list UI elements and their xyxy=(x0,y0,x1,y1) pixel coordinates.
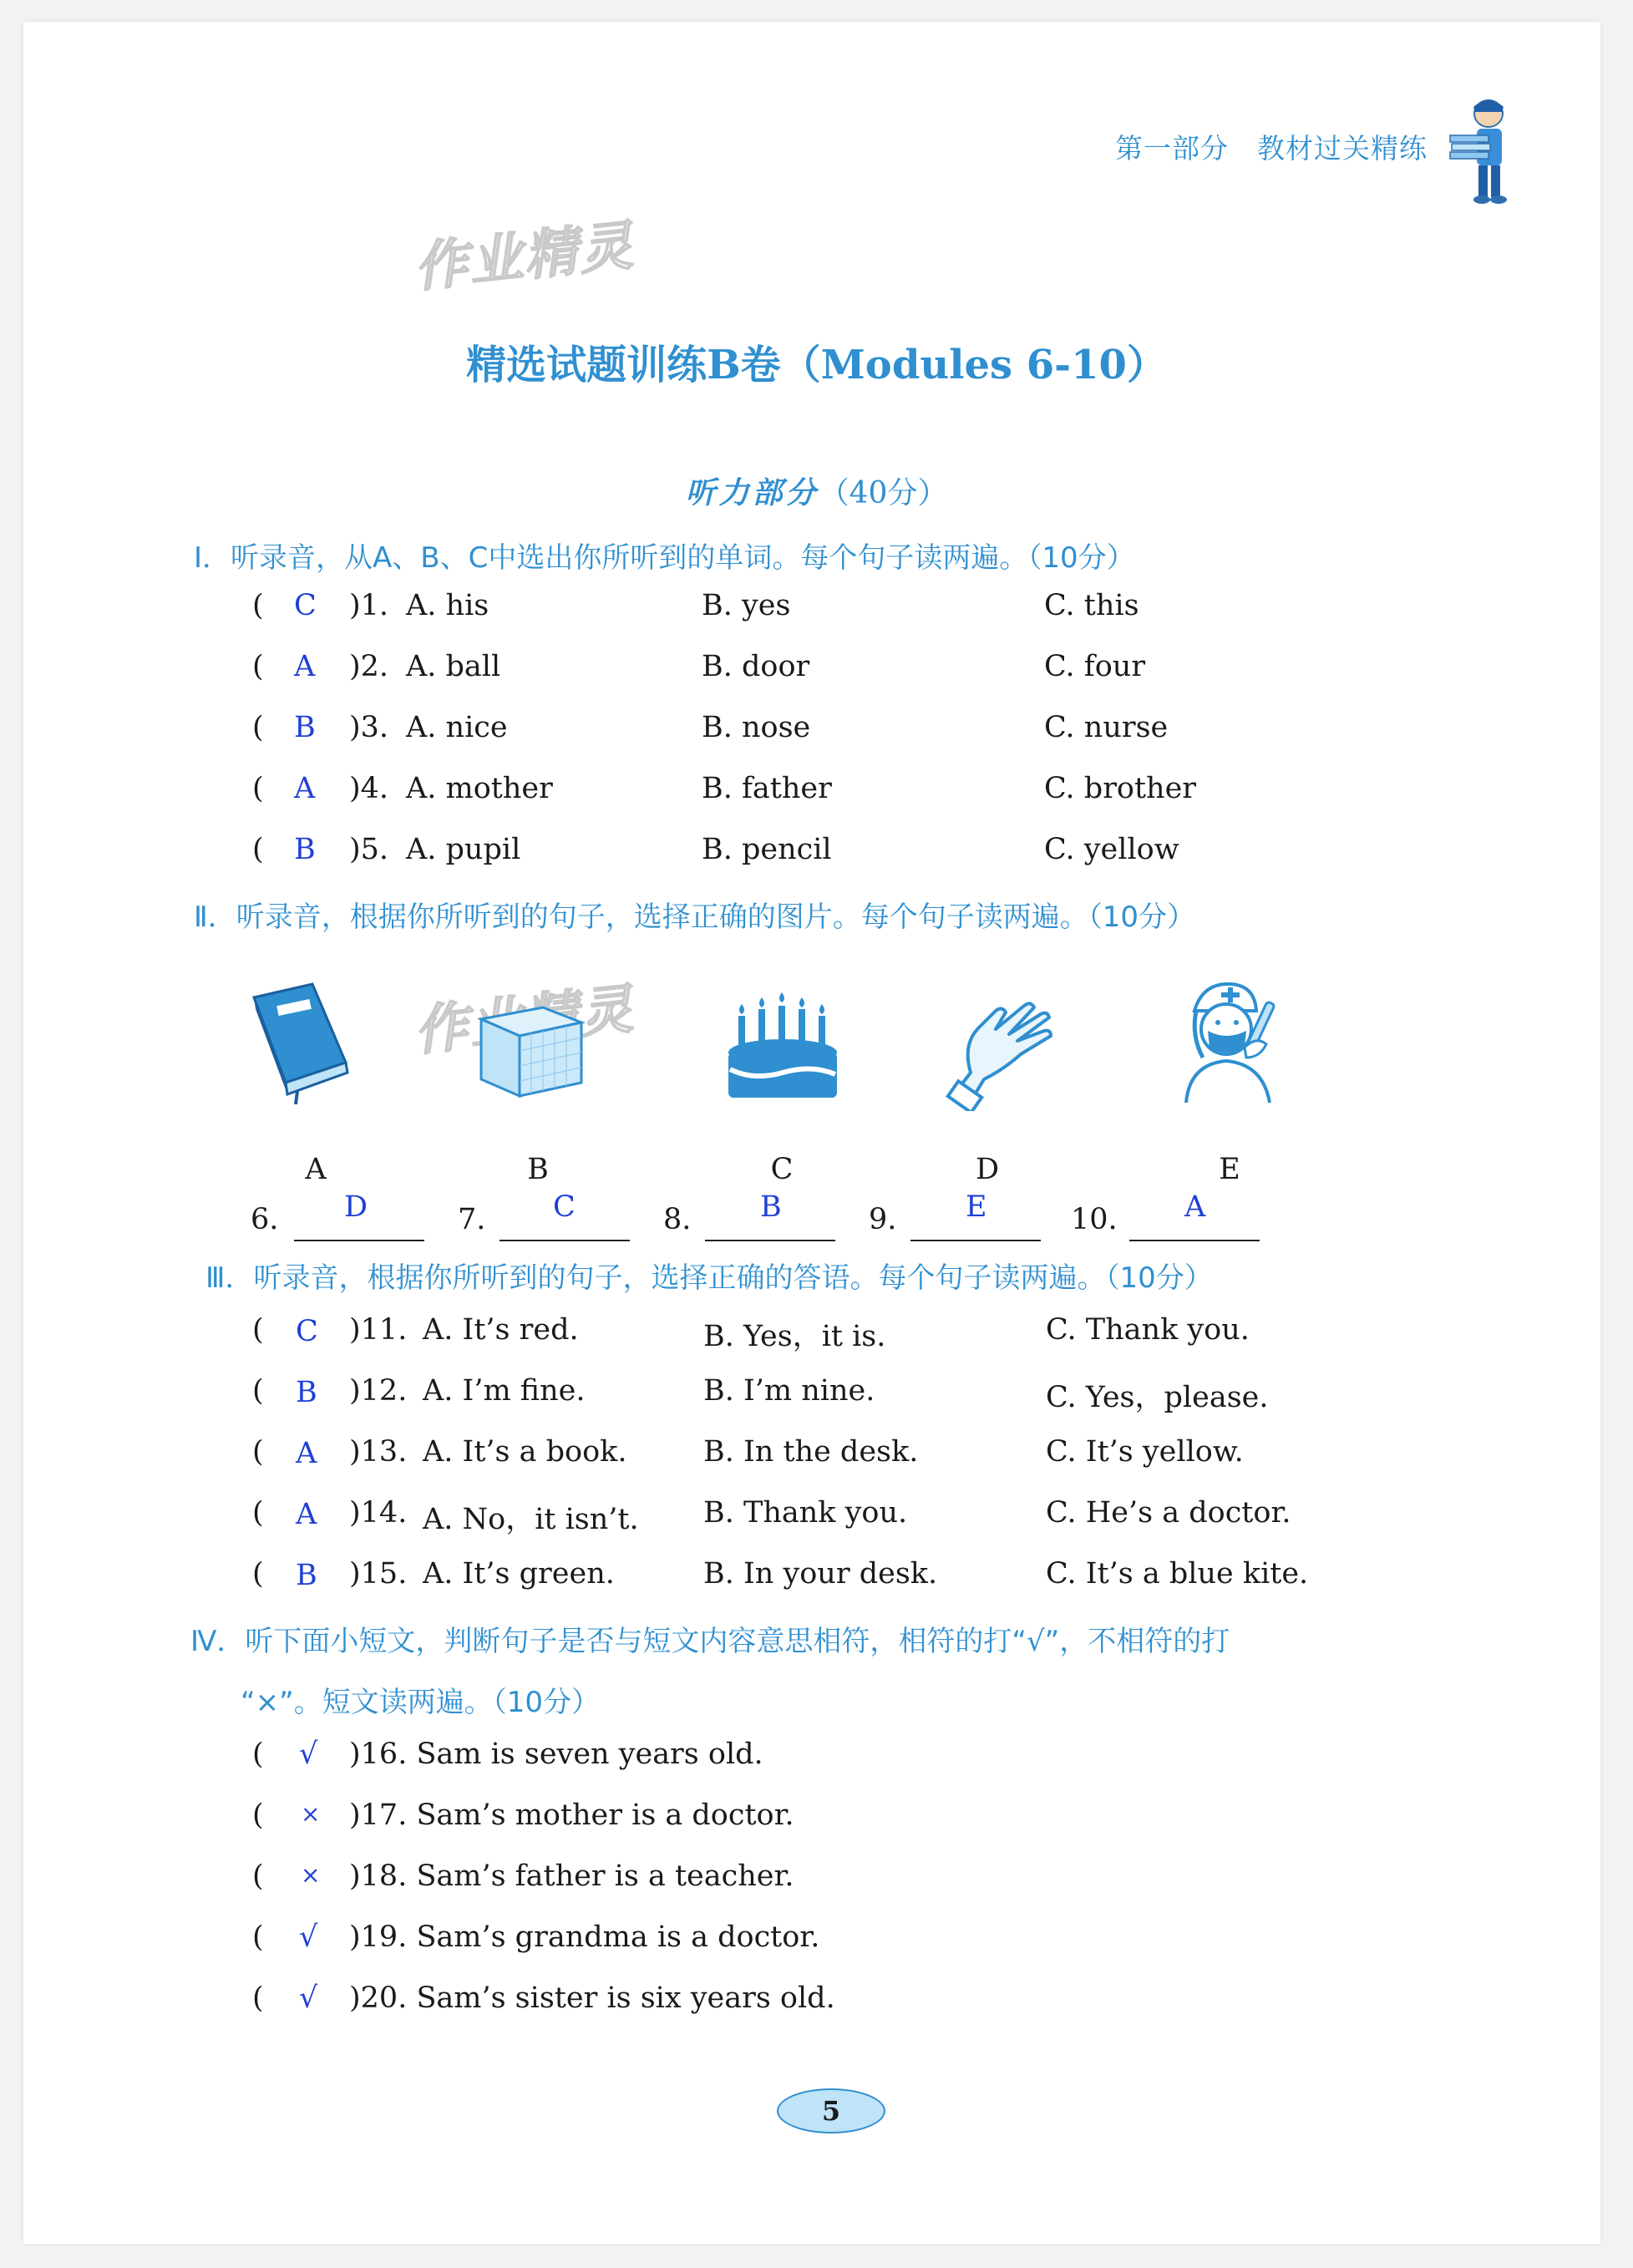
statement: )18. Sam’s father is a teacher. xyxy=(349,1860,794,1893)
section-text: ．听下面小短文，判断句子是否与短文内容意思相符，相符的打“√”，不相符的打 xyxy=(216,1625,1230,1658)
option-c: C. brother xyxy=(1044,772,1197,805)
option-b: B. door xyxy=(702,650,810,683)
boy-reading-icon xyxy=(1447,97,1515,205)
page-title: 精选试题训练B卷（Modules 6-10） xyxy=(466,342,1167,388)
option-c: C. It’s a blue kite. xyxy=(1046,1557,1309,1591)
picture-label: A xyxy=(305,1153,327,1186)
option-b: B. I’m nine. xyxy=(703,1374,875,1408)
option-a: A. No，it isn’t. xyxy=(423,1503,639,1536)
section-heading-continued: “×”。短文读两遍。（10分） xyxy=(241,1686,600,1719)
section-text: ．听录音，根据你所听到的句子，选择正确的图片。每个句子读两遍。（10分） xyxy=(207,901,1195,934)
answer: A xyxy=(296,1498,317,1531)
question-number: 8. xyxy=(663,1203,692,1236)
answer: B xyxy=(760,1190,782,1224)
option-c: C. It’s yellow. xyxy=(1046,1435,1244,1469)
option-c: C. Thank you. xyxy=(1046,1313,1250,1347)
option-a: A. It’s red. xyxy=(423,1313,579,1347)
answer: C xyxy=(296,1315,318,1348)
question-number: )13. xyxy=(349,1435,408,1469)
picture-label: D xyxy=(975,1153,1000,1186)
section-text: ．听录音，根据你所听到的句子，选择正确的答语。每个句子读两遍。（10分） xyxy=(225,1261,1213,1295)
statement: )19. Sam’s grandma is a doctor. xyxy=(349,1920,820,1954)
paren-open: ( xyxy=(252,1435,264,1469)
question-number: )5. xyxy=(349,833,389,866)
option-a: A. mother xyxy=(406,772,553,805)
question-number: )2. xyxy=(349,650,389,683)
answer: B xyxy=(294,833,316,866)
section-heading xyxy=(194,894,1195,935)
section-text: ．听录音，从A、B、C中选出你所听到的单词。每个句子读两遍。（10分） xyxy=(202,541,1135,575)
option-a: A. It’s green. xyxy=(423,1557,615,1591)
picture-label: C xyxy=(770,1153,794,1186)
listening-label: 听力部分 xyxy=(685,475,819,510)
answer: √ xyxy=(299,1981,318,2015)
answer: E xyxy=(966,1190,987,1224)
option-b: B. father xyxy=(702,772,832,805)
option-b: B. nose xyxy=(702,711,811,744)
option-b: B. In the desk. xyxy=(703,1435,919,1469)
box-icon xyxy=(473,986,590,1106)
answer: A xyxy=(294,650,316,683)
option-a: A. ball xyxy=(406,650,501,683)
book-icon xyxy=(247,979,356,1108)
paren-open: ( xyxy=(252,833,264,866)
paren-open: ( xyxy=(252,1799,264,1832)
statement: )20. Sam’s sister is six years old. xyxy=(349,1981,835,2015)
header-text: 第一部分 教材过关精练 xyxy=(1115,132,1428,165)
option-b: B. Yes，it is. xyxy=(703,1320,886,1353)
answer: √ xyxy=(299,1738,318,1771)
answer: B xyxy=(296,1376,317,1409)
birthday-cake-icon xyxy=(720,986,845,1114)
section-number: Ⅳ xyxy=(190,1625,217,1658)
question-number: )12. xyxy=(349,1374,408,1408)
picture-label: E xyxy=(1219,1153,1240,1186)
paren-open: ( xyxy=(252,1860,264,1893)
option-c: C. yellow xyxy=(1044,833,1179,866)
paren-open: ( xyxy=(252,1313,264,1347)
answer: × xyxy=(301,1800,321,1828)
option-a: A. his xyxy=(406,589,489,622)
question-number: 10. xyxy=(1071,1203,1118,1236)
nurse-icon xyxy=(1169,977,1295,1114)
section-number: Ⅰ xyxy=(194,541,203,575)
option-c: C. He’s a doctor. xyxy=(1046,1496,1291,1530)
question-number: 6. xyxy=(251,1203,279,1236)
answer: C xyxy=(553,1190,576,1224)
paren-open: ( xyxy=(252,1557,264,1591)
option-b: B. pencil xyxy=(702,833,832,866)
section-heading xyxy=(205,1255,1213,1296)
option-a: A. It’s a book. xyxy=(423,1435,627,1469)
option-c: C. this xyxy=(1044,589,1139,622)
section-heading xyxy=(194,535,1135,576)
answer: B xyxy=(296,1559,317,1592)
paren-open: ( xyxy=(252,1981,264,2015)
option-b: B. yes xyxy=(702,589,791,622)
option-a: A. nice xyxy=(406,711,508,744)
answer: × xyxy=(301,1861,321,1889)
listening-score: （40分） xyxy=(819,476,948,510)
answer: B xyxy=(294,711,316,744)
watermark: 作业精灵 xyxy=(411,215,637,300)
answer: A xyxy=(294,772,316,805)
paren-open: ( xyxy=(252,1496,264,1530)
section-heading xyxy=(190,1618,1230,1659)
section-number: Ⅱ xyxy=(194,901,208,934)
option-c: C. nurse xyxy=(1044,711,1169,744)
paren-open: ( xyxy=(252,772,264,805)
answer: D xyxy=(344,1190,368,1224)
paren-open: ( xyxy=(252,1374,264,1408)
question-number: )3. xyxy=(349,711,389,744)
paren-open: ( xyxy=(252,589,264,622)
paren-open: ( xyxy=(252,1738,264,1771)
paren-open: ( xyxy=(252,1920,264,1954)
option-b: B. In your desk. xyxy=(703,1557,938,1591)
question-number: 7. xyxy=(458,1203,486,1236)
option-a: A. pupil xyxy=(406,833,521,866)
paren-open: ( xyxy=(252,650,264,683)
question-number: )11. xyxy=(349,1313,408,1347)
option-a: A. I’m fine. xyxy=(423,1374,586,1408)
question-number: )4. xyxy=(349,772,389,805)
paren-open: ( xyxy=(252,711,264,744)
answer: A xyxy=(1184,1190,1206,1224)
answer: A xyxy=(296,1437,317,1470)
hand-icon xyxy=(937,986,1071,1114)
option-b: B. Thank you. xyxy=(703,1496,908,1530)
option-c: C. four xyxy=(1044,650,1146,683)
question-number: )1. xyxy=(349,589,389,622)
answer: C xyxy=(294,589,317,622)
listening-heading xyxy=(0,469,1633,512)
section-number: Ⅲ xyxy=(205,1261,226,1295)
question-number: 9. xyxy=(869,1203,897,1236)
picture-label: B xyxy=(527,1153,549,1186)
statement: )16. Sam is seven years old. xyxy=(349,1738,763,1771)
statement: )17. Sam’s mother is a doctor. xyxy=(349,1799,794,1832)
page-number: 5 xyxy=(777,2088,885,2134)
option-c: C. Yes，please. xyxy=(1046,1381,1269,1414)
question-number: )14. xyxy=(349,1496,408,1530)
question-number: )15. xyxy=(349,1557,408,1591)
answer: √ xyxy=(299,1920,318,1954)
